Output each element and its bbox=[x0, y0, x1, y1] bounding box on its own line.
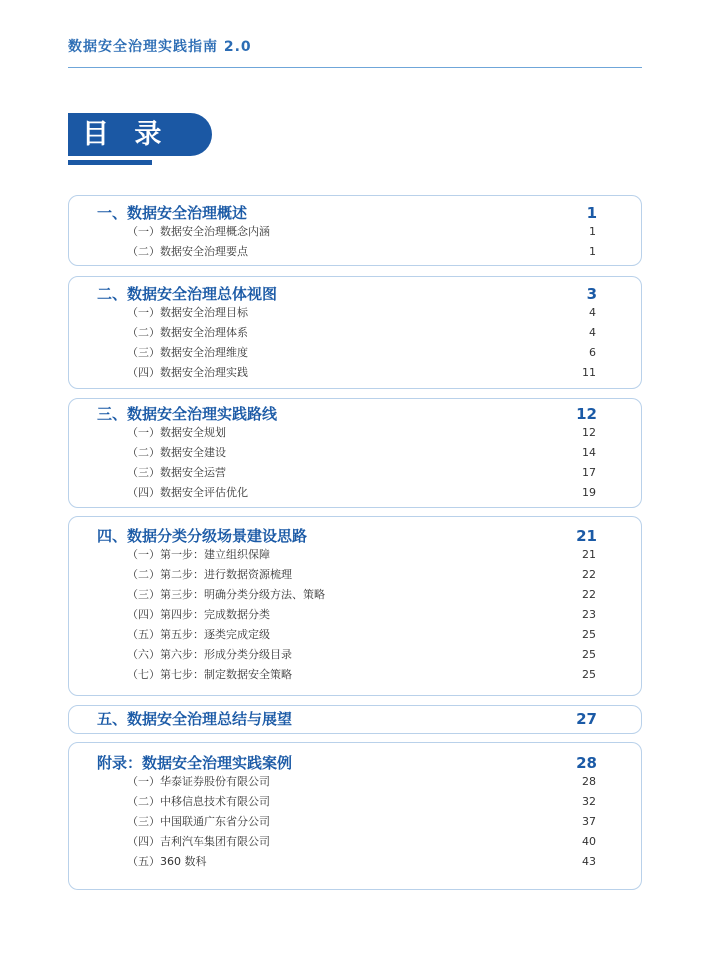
entry-page-number: 25 bbox=[582, 668, 596, 681]
entry-label: （四）吉利汽车集团有限公司 bbox=[127, 835, 270, 848]
entry-label: （七）第七步：制定数据安全策略 bbox=[127, 668, 292, 681]
section-page-number: 27 bbox=[576, 710, 597, 728]
entry-page-number: 19 bbox=[582, 486, 596, 499]
entry-page-number: 1 bbox=[589, 245, 596, 258]
entry-label: （一）第一步：建立组织保障 bbox=[127, 548, 270, 561]
entry-label: （六）第六步：形成分类分级目录 bbox=[127, 648, 292, 661]
toc-entry[interactable] bbox=[69, 463, 641, 483]
entry-page-number: 25 bbox=[582, 648, 596, 661]
toc-section-1 bbox=[68, 195, 642, 266]
toc-entry[interactable] bbox=[69, 303, 641, 323]
toc-section-3 bbox=[68, 398, 642, 508]
entry-label: （二）数据安全建设 bbox=[127, 446, 226, 459]
entry-page-number: 4 bbox=[589, 326, 596, 339]
entry-label: （四）第四步：完成数据分类 bbox=[127, 608, 270, 621]
entry-label: （四）数据安全评估优化 bbox=[127, 486, 248, 499]
entry-label: （一）数据安全治理概念内涵 bbox=[127, 225, 270, 238]
entry-label: （二）数据安全治理体系 bbox=[127, 326, 248, 339]
toc-entry[interactable] bbox=[69, 585, 641, 605]
toc-entry[interactable] bbox=[69, 852, 641, 872]
entry-page-number: 22 bbox=[582, 568, 596, 581]
toc-entry[interactable] bbox=[69, 222, 641, 242]
entry-label: （一）华泰证券股份有限公司 bbox=[127, 775, 270, 788]
entry-page-number: 28 bbox=[582, 775, 596, 788]
toc-section-appendix bbox=[68, 742, 642, 890]
toc-section-5 bbox=[68, 705, 642, 734]
entry-label: （三）数据安全治理维度 bbox=[127, 346, 248, 359]
entry-label: （二）数据安全治理要点 bbox=[127, 245, 248, 258]
entry-label: （二）中移信息技术有限公司 bbox=[127, 795, 270, 808]
toc-section-heading[interactable] bbox=[69, 405, 641, 423]
toc-entry[interactable] bbox=[69, 363, 641, 383]
entry-page-number: 12 bbox=[582, 426, 596, 439]
toc-section-4 bbox=[68, 516, 642, 696]
section-title: 五、数据安全治理总结与展望 bbox=[97, 710, 293, 728]
section-title: 四、数据分类分级场景建设思路 bbox=[97, 527, 308, 545]
entry-page-number: 17 bbox=[582, 466, 596, 479]
toc-title-underbar bbox=[68, 160, 152, 165]
document-header-title: 数据安全治理实践指南 2.0 bbox=[68, 39, 252, 55]
entry-page-number: 40 bbox=[582, 835, 596, 848]
entry-page-number: 14 bbox=[582, 446, 596, 459]
toc-section-heading[interactable] bbox=[69, 204, 641, 222]
entry-label: （五）360 数科 bbox=[127, 855, 207, 868]
entry-label: （一）数据安全规划 bbox=[127, 426, 226, 439]
entry-page-number: 43 bbox=[582, 855, 596, 868]
toc-entry[interactable] bbox=[69, 565, 641, 585]
toc-entry[interactable] bbox=[69, 792, 641, 812]
entry-page-number: 32 bbox=[582, 795, 596, 808]
toc-entry[interactable] bbox=[69, 605, 641, 625]
section-title: 附录：数据安全治理实践案例 bbox=[97, 754, 293, 772]
toc-entry[interactable] bbox=[69, 645, 641, 665]
toc-entry[interactable] bbox=[69, 812, 641, 832]
toc-entry[interactable] bbox=[69, 323, 641, 343]
toc-entry[interactable] bbox=[69, 545, 641, 565]
entry-page-number: 6 bbox=[589, 346, 596, 359]
toc-entry[interactable] bbox=[69, 483, 641, 503]
entry-label: （一）数据安全治理目标 bbox=[127, 306, 248, 319]
toc-entry[interactable] bbox=[69, 665, 641, 685]
entry-page-number: 23 bbox=[582, 608, 596, 621]
toc-title: 目 录 bbox=[82, 119, 170, 150]
toc-entry[interactable] bbox=[69, 832, 641, 852]
toc-entry[interactable] bbox=[69, 443, 641, 463]
section-page-number: 1 bbox=[586, 204, 597, 222]
entry-page-number: 1 bbox=[589, 225, 596, 238]
section-title: 二、数据安全治理总体视图 bbox=[97, 285, 278, 303]
toc-entry[interactable] bbox=[69, 625, 641, 645]
toc-title-banner bbox=[68, 113, 212, 156]
entry-label: （三）中国联通广东省分公司 bbox=[127, 815, 270, 828]
entry-label: （四）数据安全治理实践 bbox=[127, 366, 248, 379]
entry-page-number: 22 bbox=[582, 588, 596, 601]
toc-section-heading[interactable] bbox=[69, 285, 641, 303]
section-title: 三、数据安全治理实践路线 bbox=[97, 405, 278, 423]
entry-label: （五）第五步：逐类完成定级 bbox=[127, 628, 270, 641]
entry-page-number: 25 bbox=[582, 628, 596, 641]
section-page-number: 21 bbox=[576, 527, 597, 545]
section-page-number: 12 bbox=[576, 405, 597, 423]
toc-section-2 bbox=[68, 276, 642, 389]
toc-section-heading[interactable] bbox=[69, 710, 641, 728]
toc-entry[interactable] bbox=[69, 242, 641, 262]
toc-entry[interactable] bbox=[69, 423, 641, 443]
entry-label: （三）数据安全运营 bbox=[127, 466, 226, 479]
section-page-number: 28 bbox=[576, 754, 597, 772]
entry-page-number: 37 bbox=[582, 815, 596, 828]
entry-page-number: 11 bbox=[582, 366, 596, 379]
entry-page-number: 21 bbox=[582, 548, 596, 561]
entry-label: （二）第二步：进行数据资源梳理 bbox=[127, 568, 292, 581]
toc-section-heading[interactable] bbox=[69, 527, 641, 545]
entry-page-number: 4 bbox=[589, 306, 596, 319]
toc-entry[interactable] bbox=[69, 343, 641, 363]
toc-entry[interactable] bbox=[69, 772, 641, 792]
toc-section-heading[interactable] bbox=[69, 754, 641, 772]
header-divider bbox=[68, 67, 642, 68]
section-title: 一、数据安全治理概述 bbox=[97, 204, 248, 222]
entry-label: （三）第三步：明确分类分级方法、策略 bbox=[127, 588, 325, 601]
section-page-number: 3 bbox=[586, 285, 597, 303]
